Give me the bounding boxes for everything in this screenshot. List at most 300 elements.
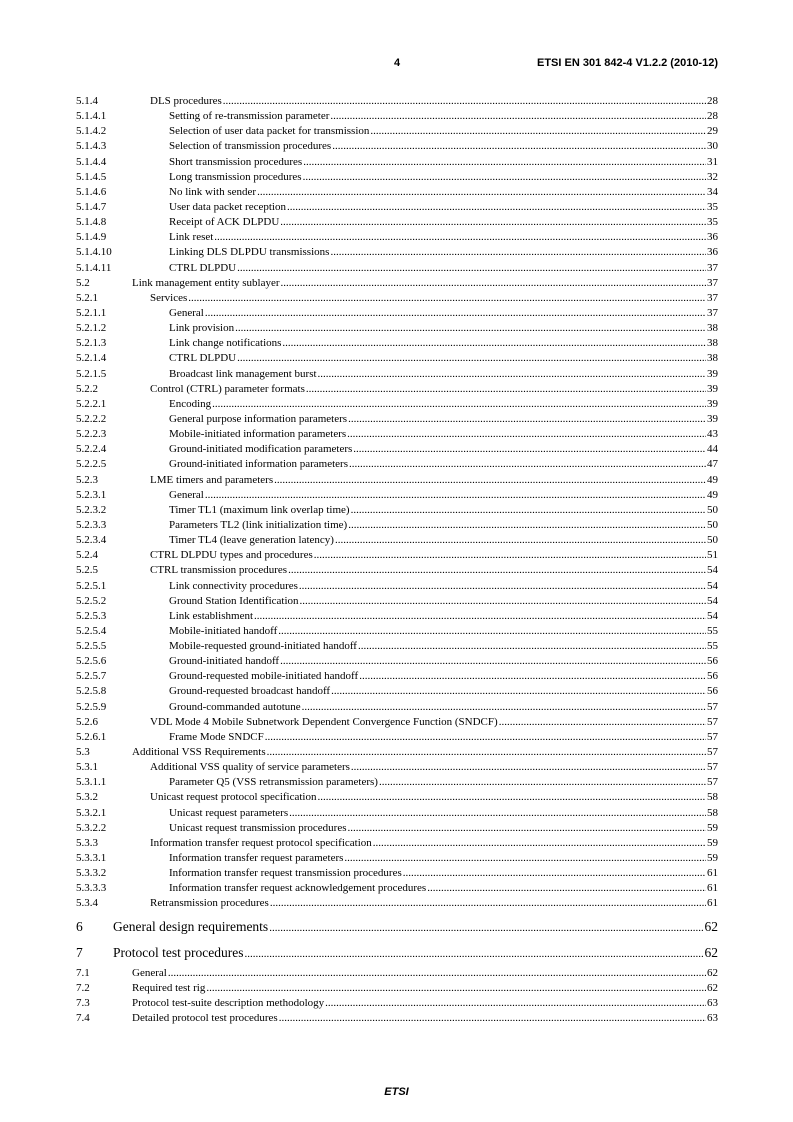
toc-entry[interactable]: [76, 730, 718, 745]
toc-entry-title: Link connectivity procedures: [169, 579, 298, 592]
toc-entry[interactable]: [76, 775, 718, 790]
toc-dot-leader: [168, 966, 706, 981]
toc-entry[interactable]: [76, 215, 718, 230]
toc-entry[interactable]: [76, 321, 718, 336]
toc-dot-leader: [349, 457, 706, 472]
toc-entry[interactable]: [76, 669, 718, 684]
toc-entry-page: 59: [707, 852, 718, 865]
toc-entry-title: Ground-commanded autotune: [169, 700, 301, 713]
toc-entry[interactable]: [76, 124, 718, 139]
toc-entry-number: 5.1.4.3: [76, 140, 107, 153]
toc-entry[interactable]: [76, 533, 718, 548]
toc-entry-page: 50: [707, 503, 718, 516]
toc-entry-page: 39: [707, 397, 718, 410]
toc-entry-page: 61: [707, 882, 718, 895]
toc-entry[interactable]: [76, 745, 718, 760]
toc-entry[interactable]: [76, 367, 718, 382]
toc-entry[interactable]: [76, 397, 718, 412]
toc-entry[interactable]: [76, 836, 718, 851]
toc-entry-page: 37: [707, 306, 718, 319]
toc-entry-page: 54: [707, 609, 718, 622]
document-id: ETSI EN 301 842-4 V1.2.2 (2010-12): [537, 57, 718, 69]
toc-dot-leader: [330, 245, 706, 260]
toc-dot-leader: [287, 200, 706, 215]
toc-entry-title: Selection of transmission procedures: [169, 140, 332, 153]
toc-entry-number: 5.1.4.1: [76, 110, 107, 123]
toc-entry-page: 58: [707, 806, 718, 819]
toc-dot-leader: [427, 881, 706, 896]
toc-entry[interactable]: [76, 291, 718, 306]
toc-entry-title: Protocol test procedures: [113, 944, 244, 960]
toc-dot-leader: [270, 896, 706, 911]
toc-entry[interactable]: [76, 488, 718, 503]
toc-entry-title: Encoding: [169, 397, 212, 410]
toc-entry-number: 5.2.1.4: [76, 352, 107, 365]
toc-entry-number: 5.2.5: [76, 564, 98, 577]
toc-entry[interactable]: [76, 981, 718, 996]
toc-entry[interactable]: [76, 916, 718, 938]
toc-entry-title: Detailed protocol test procedures: [132, 1012, 278, 1025]
toc-entry[interactable]: [76, 700, 718, 715]
toc-entry-page: 56: [707, 670, 718, 683]
toc-entry-page: 36: [707, 231, 718, 244]
toc-entry-title: CTRL transmission procedures: [150, 564, 288, 577]
toc-entry-title: Link provision: [169, 322, 235, 335]
toc-dot-leader: [358, 639, 706, 654]
toc-dot-leader: [348, 518, 706, 533]
toc-dot-leader: [267, 745, 706, 760]
toc-entry-number: 7.4: [76, 1012, 90, 1025]
toc-entry[interactable]: [76, 966, 718, 981]
toc-entry-title: Ground-initiated information parameters: [169, 458, 348, 471]
toc-entry-number: 5.2.5.7: [76, 670, 107, 683]
toc-entry-page: 62: [704, 918, 718, 934]
toc-entry-title: Frame Mode SNDCF: [169, 730, 264, 743]
toc-entry[interactable]: [76, 427, 718, 442]
toc-entry[interactable]: [76, 185, 718, 200]
table-of-contents: [76, 94, 718, 1026]
toc-dot-leader: [206, 981, 706, 996]
toc-dot-leader: [351, 760, 706, 775]
toc-dot-leader: [188, 291, 706, 306]
toc-entry-title: Required test rig: [132, 981, 206, 994]
toc-dot-leader: [331, 684, 706, 699]
toc-entry[interactable]: [76, 609, 718, 624]
toc-entry-title: Ground Station Identification: [169, 594, 299, 607]
toc-dot-leader: [300, 594, 706, 609]
toc-entry-title: Mobile-initiated handoff: [169, 624, 278, 637]
toc-entry-number: 5.3.4: [76, 897, 98, 910]
toc-entry[interactable]: [76, 851, 718, 866]
toc-entry-number: 5.2.3.1: [76, 488, 107, 501]
toc-entry-title: General purpose information parameters: [169, 412, 348, 425]
toc-entry-number: 6: [76, 918, 83, 934]
toc-dot-leader: [314, 548, 706, 563]
toc-dot-leader: [335, 533, 706, 548]
toc-entry-page: 29: [707, 125, 718, 138]
toc-dot-leader: [244, 943, 703, 965]
toc-entry-page: 55: [707, 640, 718, 653]
toc-dot-leader: [347, 427, 706, 442]
toc-dot-leader: [281, 276, 706, 291]
toc-entry-title: Setting of re-transmission parameter: [169, 110, 330, 123]
toc-entry-page: 43: [707, 428, 718, 441]
toc-dot-leader: [265, 730, 706, 745]
toc-dot-leader: [332, 139, 706, 154]
toc-entry-title: Control (CTRL) parameter formats: [150, 382, 305, 395]
toc-entry-title: CTRL DLPDU: [169, 261, 237, 274]
toc-dot-leader: [325, 996, 706, 1011]
toc-entry-page: 39: [707, 367, 718, 380]
toc-entry-page: 49: [707, 488, 718, 501]
toc-entry-title: No link with sender: [169, 185, 257, 198]
toc-entry-title: General: [169, 488, 204, 501]
toc-entry[interactable]: [76, 518, 718, 533]
toc-dot-leader: [289, 806, 706, 821]
toc-dot-leader: [303, 170, 706, 185]
toc-entry-title: Additional VSS Requirements: [132, 746, 266, 759]
toc-dot-leader: [353, 442, 706, 457]
toc-entry-number: 7.1: [76, 966, 90, 979]
toc-entry-page: 50: [707, 534, 718, 547]
toc-dot-leader: [403, 866, 706, 881]
toc-entry-number: 5.2: [76, 276, 90, 289]
toc-entry-number: 5.1.4.8: [76, 216, 107, 229]
toc-entry-number: 5.2.1: [76, 291, 98, 304]
toc-entry[interactable]: [76, 715, 718, 730]
toc-entry-number: 5.3.3.3: [76, 882, 107, 895]
toc-entry-number: 5.1.4.10: [76, 246, 112, 259]
toc-entry-page: 57: [707, 776, 718, 789]
toc-entry-number: 5.1.4.11: [76, 261, 112, 274]
toc-entry-page: 62: [707, 981, 718, 994]
toc-entry[interactable]: [76, 654, 718, 669]
toc-entry-page: 28: [707, 95, 718, 107]
toc-entry-page: 39: [707, 382, 718, 395]
toc-entry-page: 59: [707, 836, 718, 849]
toc-entry-page: 44: [707, 443, 718, 456]
toc-entry-number: 5.2.5.2: [76, 594, 107, 607]
toc-entry-number: 5.1.4.6: [76, 185, 107, 198]
toc-entry-title: Information transfer request parameters: [169, 852, 344, 865]
toc-entry-number: 5.2.3.4: [76, 534, 107, 547]
toc-entry-title: CTRL DLPDU: [169, 352, 237, 365]
toc-entry[interactable]: [76, 821, 718, 836]
toc-entry-number: 5.2.3.2: [76, 503, 107, 516]
toc-entry-page: 39: [707, 412, 718, 425]
toc-entry[interactable]: [76, 624, 718, 639]
toc-entry-page: 38: [707, 322, 718, 335]
toc-entry-number: 5.2.2.5: [76, 458, 107, 471]
toc-entry[interactable]: [76, 639, 718, 654]
toc-entry-number: 5.2.1.3: [76, 337, 107, 350]
toc-entry-page: 36: [707, 246, 718, 259]
toc-entry-page: 28: [707, 110, 718, 123]
toc-entry-page: 58: [707, 791, 718, 804]
toc-entry-title: Long transmission procedures: [169, 170, 302, 183]
page-number: 4: [394, 57, 401, 69]
toc-entry[interactable]: [76, 473, 718, 488]
toc-entry[interactable]: [76, 457, 718, 472]
toc-entry[interactable]: [76, 261, 718, 276]
toc-entry[interactable]: [76, 245, 718, 260]
toc-dot-leader: [306, 382, 706, 397]
toc-entry-page: 32: [707, 170, 718, 183]
toc-entry-page: 34: [707, 185, 718, 198]
toc-entry-number: 7.3: [76, 996, 90, 1009]
toc-dot-leader: [370, 124, 706, 139]
toc-entry-page: 31: [707, 155, 718, 168]
toc-entry-number: 5.3.3.2: [76, 867, 107, 880]
toc-entry-number: 5.1.4: [76, 95, 98, 107]
toc-entry-title: Linking DLS DLPDU transmissions: [169, 246, 330, 259]
toc-dot-leader: [280, 654, 706, 669]
toc-entry-title: Parameter Q5 (VSS retransmission parameters): [169, 776, 378, 789]
toc-dot-leader: [280, 215, 706, 230]
footer-etsi: ETSI: [384, 1086, 409, 1098]
toc-dot-leader: [318, 367, 706, 382]
toc-entry-page: 57: [707, 715, 718, 728]
toc-entry[interactable]: [76, 760, 718, 775]
toc-entry-number: 5.1.4.7: [76, 200, 107, 213]
toc-entry[interactable]: [76, 1011, 718, 1026]
toc-dot-leader: [237, 351, 706, 366]
toc-entry[interactable]: [76, 139, 718, 154]
toc-entry-title: Selection of user data packet for transmission: [169, 125, 370, 138]
toc-entry-page: 63: [707, 996, 718, 1009]
toc-entry[interactable]: [76, 155, 718, 170]
toc-dot-leader: [205, 488, 706, 503]
toc-entry-title: Protocol test-suite description methodology: [132, 996, 325, 1009]
toc-entry-number: 5.2.1.5: [76, 367, 107, 380]
toc-dot-leader: [205, 306, 706, 321]
toc-entry-title: Retransmission procedures: [150, 897, 269, 910]
toc-entry-number: 5.3.3: [76, 836, 98, 849]
toc-entry-page: 49: [707, 473, 718, 486]
toc-entry-title: Ground-initiated handoff: [169, 655, 280, 668]
toc-entry-page: 61: [707, 867, 718, 880]
toc-entry[interactable]: [76, 276, 718, 291]
toc-entry-title: Ground-initiated modification parameters: [169, 443, 353, 456]
toc-entry-number: 5.2.1.1: [76, 306, 107, 319]
toc-entry[interactable]: [76, 382, 718, 397]
toc-entry-title: Link management entity sublayer: [132, 276, 280, 289]
toc-entry-number: 5.2.2: [76, 382, 98, 395]
toc-entry[interactable]: [76, 563, 718, 578]
toc-entry-page: 63: [707, 1012, 718, 1025]
toc-entry-page: 47: [707, 458, 718, 471]
toc-entry-title: Information transfer request protocol specification: [150, 836, 372, 849]
toc-dot-leader: [303, 155, 706, 170]
toc-entry-number: 5.2.5.9: [76, 700, 107, 713]
toc-entry-page: 35: [707, 216, 718, 229]
toc-entry-number: 5.2.2.1: [76, 397, 107, 410]
toc-entry-number: 5.2.2.3: [76, 428, 107, 441]
toc-entry-number: 5.2.3.3: [76, 518, 107, 531]
toc-entry[interactable]: [76, 806, 718, 821]
toc-entry-number: 5.2.6.1: [76, 730, 107, 743]
toc-entry[interactable]: [76, 94, 718, 109]
toc-entry-title: Services: [150, 291, 188, 304]
toc-dot-leader: [302, 700, 706, 715]
toc-dot-leader: [348, 412, 706, 427]
toc-entry-number: 5.2.1.2: [76, 322, 107, 335]
toc-dot-leader: [288, 563, 706, 578]
toc-entry-number: 5.1.4.4: [76, 155, 107, 168]
toc-entry-title: General: [169, 306, 204, 319]
toc-dot-leader: [299, 579, 706, 594]
toc-entry-title: CTRL DLPDU types and procedures: [150, 549, 313, 562]
toc-entry-title: Ground-requested broadcast handoff: [169, 685, 331, 698]
toc-dot-leader: [317, 790, 706, 805]
toc-entry-title: DLS procedures: [150, 95, 222, 107]
toc-entry-title: Short transmission procedures: [169, 155, 303, 168]
toc-dot-leader: [223, 94, 706, 109]
toc-entry-page: 54: [707, 579, 718, 592]
toc-entry-title: Unicast request transmission procedures: [169, 821, 347, 834]
toc-entry-page: 57: [707, 700, 718, 713]
toc-dot-leader: [344, 851, 706, 866]
toc-entry[interactable]: [76, 170, 718, 185]
toc-entry-number: 5.3: [76, 746, 90, 759]
toc-entry[interactable]: [76, 790, 718, 805]
toc-entry-page: 62: [707, 966, 718, 979]
toc-entry-title: Timer TL4 (leave generation latency): [169, 534, 334, 547]
toc-dot-leader: [373, 836, 706, 851]
toc-entry-title: Link change notifications: [169, 337, 282, 350]
toc-entry-title: Additional VSS quality of service parameters: [150, 761, 350, 774]
toc-entry-title: Ground-requested mobile-initiated handoff: [169, 670, 359, 683]
toc-dot-leader: [279, 1011, 706, 1026]
toc-entry-page: 57: [707, 761, 718, 774]
toc-entry-title: Broadcast link management burst: [169, 367, 317, 380]
toc-entry-number: 5.1.4.5: [76, 170, 107, 183]
toc-dot-leader: [282, 336, 706, 351]
toc-entry-number: 5.2.5.4: [76, 624, 107, 637]
toc-entry-page: 56: [707, 685, 718, 698]
toc-entry-title: Unicast request protocol specification: [150, 791, 317, 804]
toc-dot-leader: [237, 261, 706, 276]
toc-entry[interactable]: [76, 594, 718, 609]
toc-entry[interactable]: [76, 548, 718, 563]
toc-entry-title: General: [132, 966, 167, 979]
toc-entry-page: 62: [704, 944, 718, 960]
toc-entry-page: 54: [707, 564, 718, 577]
toc-entry[interactable]: [76, 230, 718, 245]
toc-entry-title: Receipt of ACK DLPDU: [169, 216, 280, 229]
toc-entry[interactable]: [76, 579, 718, 594]
toc-entry-number: 5.2.5.8: [76, 685, 107, 698]
toc-dot-leader: [257, 185, 706, 200]
toc-entry-number: 5.3.2.1: [76, 806, 107, 819]
toc-entry[interactable]: [76, 896, 718, 911]
toc-entry-page: 54: [707, 594, 718, 607]
toc-entry-number: 5.2.2.4: [76, 443, 107, 456]
toc-entry[interactable]: [76, 351, 718, 366]
toc-entry[interactable]: [76, 684, 718, 699]
toc-entry-page: 51: [707, 549, 718, 562]
toc-entry-number: 5.3.1.1: [76, 776, 107, 789]
toc-entry-page: 37: [707, 276, 718, 289]
toc-dot-leader: [254, 609, 706, 624]
toc-entry-title: LME timers and parameters: [150, 473, 274, 486]
toc-entry-number: 7.2: [76, 981, 90, 994]
toc-entry-number: 5.2.6: [76, 715, 98, 728]
toc-entry-number: 5.3.2: [76, 791, 98, 804]
toc-entry-title: Information transfer request transmission procedures: [169, 867, 402, 880]
toc-entry-title: Mobile-initiated information parameters: [169, 428, 347, 441]
toc-entry-number: 5.2.5.3: [76, 609, 107, 622]
toc-dot-leader: [359, 669, 706, 684]
toc-entry-number: 5.1.4.9: [76, 231, 107, 244]
toc-entry[interactable]: [76, 881, 718, 896]
toc-entry-number: 5.2.5.5: [76, 640, 107, 653]
toc-dot-leader: [347, 821, 706, 836]
toc-dot-leader: [351, 503, 706, 518]
toc-entry-title: VDL Mode 4 Mobile Subnetwork Dependent Convergence Function (SNDCF): [150, 715, 498, 728]
toc-entry-number: 5.2.3: [76, 473, 98, 486]
toc-dot-leader: [214, 230, 706, 245]
toc-entry-number: 7: [76, 944, 83, 960]
toc-entry-title: Unicast request parameters: [169, 806, 289, 819]
toc-entry-page: 57: [707, 746, 718, 759]
toc-dot-leader: [330, 109, 706, 124]
toc-entry-title: Parameters TL2 (link initialization time): [169, 518, 348, 531]
toc-entry-title: Link reset: [169, 231, 214, 244]
toc-entry-page: 55: [707, 624, 718, 637]
toc-entry-number: 5.2.2.2: [76, 412, 107, 425]
toc-entry-page: 30: [707, 140, 718, 153]
toc-entry[interactable]: [76, 336, 718, 351]
toc-entry-page: 50: [707, 518, 718, 531]
toc-entry-number: 5.2.5.1: [76, 579, 107, 592]
toc-dot-leader: [379, 775, 706, 790]
toc-entry-title: Link establishment: [169, 609, 254, 622]
toc-entry-page: 38: [707, 337, 718, 350]
toc-entry[interactable]: [76, 503, 718, 518]
toc-entry[interactable]: [76, 442, 718, 457]
toc-entry-number: 5.2.4: [76, 549, 98, 562]
toc-entry-page: 61: [707, 897, 718, 910]
toc-entry-title: User data packet reception: [169, 200, 286, 213]
toc-entry-page: 37: [707, 261, 718, 274]
toc-entry-title: General design requirements: [113, 918, 269, 934]
toc-entry[interactable]: [76, 942, 718, 964]
toc-entry-number: 5.3.3.1: [76, 852, 107, 865]
toc-entry-page: 38: [707, 352, 718, 365]
toc-entry-page: 37: [707, 291, 718, 304]
toc-entry-page: 59: [707, 821, 718, 834]
toc-entry-page: 56: [707, 655, 718, 668]
toc-entry-number: 5.3.1: [76, 761, 98, 774]
toc-dot-leader: [212, 397, 706, 412]
toc-dot-leader: [274, 473, 706, 488]
toc-dot-leader: [269, 917, 703, 939]
toc-entry-title: Information transfer request acknowledgement procedures: [169, 882, 427, 895]
toc-entry[interactable]: [76, 109, 718, 124]
toc-entry-number: 5.2.5.6: [76, 655, 107, 668]
toc-entry[interactable]: [76, 200, 718, 215]
toc-entry[interactable]: [76, 866, 718, 881]
toc-entry-number: 5.3.2.2: [76, 821, 107, 834]
toc-dot-leader: [499, 715, 706, 730]
toc-dot-leader: [235, 321, 706, 336]
toc-entry[interactable]: [76, 412, 718, 427]
toc-entry[interactable]: [76, 996, 718, 1011]
toc-entry[interactable]: [76, 306, 718, 321]
toc-entry-page: 57: [707, 730, 718, 743]
toc-entry-title: Timer TL1 (maximum link overlap time): [169, 503, 350, 516]
